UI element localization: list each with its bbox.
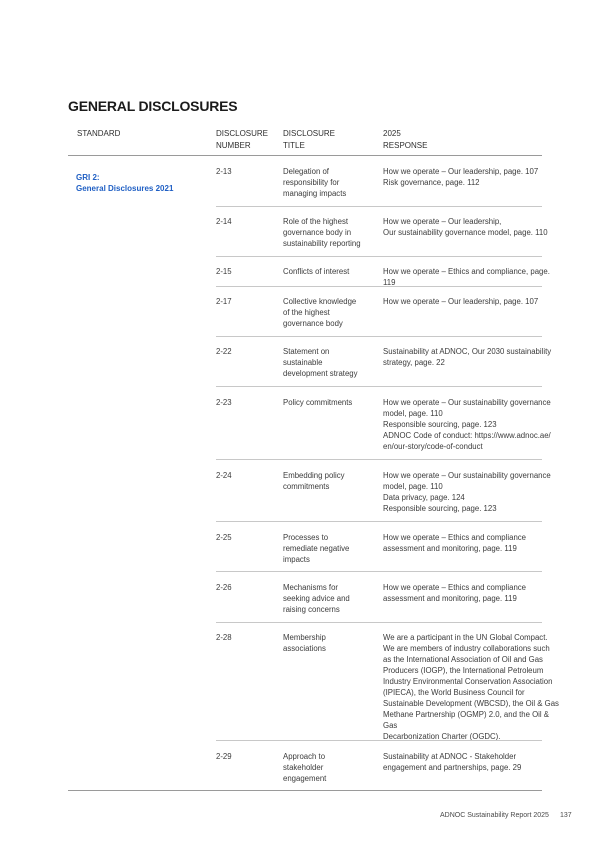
disclosure-response (383, 296, 563, 307)
row-divider (216, 336, 542, 337)
disclosure-response (383, 470, 563, 514)
disclosure-title (283, 296, 375, 329)
disclosure-number: 2-14 (216, 217, 232, 226)
disclosure-title-line: sustainability reporting (283, 239, 361, 248)
footer-page-number: 137 (560, 812, 572, 819)
disclosure-title-line: associations (283, 644, 326, 653)
disclosure-response-line: Responsible sourcing, page. 123 (383, 504, 497, 513)
disclosure-response (383, 751, 563, 773)
disclosure-title-line: engagement (283, 774, 327, 783)
header-response-year: 2025 (383, 129, 401, 138)
disclosure-response-line: strategy, page. 22 (383, 358, 445, 367)
disclosure-title (283, 751, 375, 784)
disclosure-response (383, 532, 563, 554)
header-response-label: RESPONSE (383, 141, 428, 150)
disclosure-response-line: How we operate – Ethics and compliance (383, 583, 527, 592)
disclosure-title-line: sustainable (283, 358, 323, 367)
disclosure-response-line: Decarbonization Charter (OGDC). (383, 732, 501, 741)
disclosure-response-line: We are a participant in the UN Global Compact. (383, 633, 548, 642)
disclosure-response (383, 346, 563, 368)
disclosure-title-line: Collective knowledge (283, 297, 357, 306)
disclosure-response-line: Industry Environmental Conservation Association (383, 677, 553, 686)
disclosure-title-line: Membership (283, 633, 326, 642)
disclosure-response-line: How we operate – Ethics and compliance, page. 119 (383, 267, 550, 287)
disclosure-title-line: Role of the highest (283, 217, 349, 226)
disclosure-response-line: assessment and monitoring, page. 119 (383, 544, 517, 553)
disclosure-response-line: Our sustainability governance model, page. 110 (383, 228, 548, 237)
disclosure-title (283, 470, 375, 492)
disclosure-title-line: Approach to (283, 752, 326, 761)
disclosure-response-line: Risk governance, page. 112 (383, 178, 480, 187)
disclosure-response-line: model, page. 110 (383, 482, 443, 491)
disclosure-title-line: Processes to (283, 533, 329, 542)
disclosure-title-line: managing impacts (283, 189, 347, 198)
disclosure-response-line: Producers (IOGP), the International Petroleum (383, 666, 544, 675)
header-disclosure-number-line1: DISCLOSURE (216, 129, 269, 138)
table-top-rule (68, 155, 542, 156)
disclosure-response-line: How we operate – Our leadership, page. 107 (383, 297, 539, 306)
disclosure-number: 2-23 (216, 398, 232, 407)
disclosure-title-line: Embedding policy (283, 471, 345, 480)
standard-label (76, 172, 173, 194)
disclosure-number: 2-29 (216, 752, 232, 761)
header-disclosure-number (216, 128, 268, 152)
disclosure-response-line: Responsible sourcing, page. 123 (383, 420, 497, 429)
disclosure-title-line: seeking advice and (283, 594, 350, 603)
disclosure-response (383, 632, 563, 742)
disclosure-response-line: (IPIECA), the World Business Council for (383, 688, 525, 697)
disclosure-title-line: of the highest (283, 308, 330, 317)
disclosure-title-line: commitments (283, 482, 330, 491)
disclosure-number: 2-13 (216, 167, 232, 176)
disclosure-title-line: Statement on (283, 347, 330, 356)
footer-report-name: ADNOC Sustainability Report 2025 (440, 812, 549, 819)
disclosure-title-line: Mechanisms for (283, 583, 339, 592)
disclosure-response-line: model, page. 110 (383, 409, 443, 418)
row-divider (216, 256, 542, 257)
disclosure-response-line: How we operate – Ethics and compliance (383, 533, 527, 542)
disclosure-title-line: Delegation of (283, 167, 329, 176)
disclosure-title-line: development strategy (283, 369, 358, 378)
disclosure-response-line: ADNOC Code of conduct: https://www.adnoc.ae/ (383, 431, 551, 440)
disclosure-title-line: impacts (283, 555, 310, 564)
disclosure-title-line: governance body in (283, 228, 352, 237)
disclosure-title (283, 397, 375, 408)
disclosure-number: 2-17 (216, 297, 232, 306)
disclosure-response-line: How we operate – Our sustainability governance (383, 398, 551, 407)
row-divider (216, 740, 542, 741)
disclosure-title-line: remediate negative (283, 544, 350, 553)
disclosure-number: 2-15 (216, 267, 232, 276)
disclosure-title-line: Conflicts of interest (283, 267, 350, 276)
header-disclosure-title-line2: TITLE (283, 141, 305, 150)
standard-code: GRI 2: (76, 173, 100, 182)
disclosure-title-line: responsibility for (283, 178, 340, 187)
disclosure-response-line: Methane Partnership (OGMP) 2.0, and the Oil & Gas (383, 710, 549, 730)
disclosure-title (283, 266, 375, 277)
disclosure-response-line: We are members of industry collaborations such (383, 644, 550, 653)
page-title: GENERAL DISCLOSURES (68, 98, 238, 114)
header-disclosure-number-line2: NUMBER (216, 141, 251, 150)
disclosure-response (383, 397, 563, 452)
disclosure-response-line: engagement and partnerships, page. 29 (383, 763, 522, 772)
disclosure-number: 2-25 (216, 533, 232, 542)
disclosure-number: 2-28 (216, 633, 232, 642)
disclosure-number: 2-26 (216, 583, 232, 592)
disclosure-title (283, 582, 375, 615)
row-divider (216, 571, 542, 572)
disclosure-response-line: Sustainability at ADNOC, Our 2030 sustainability (383, 347, 552, 356)
row-divider (216, 286, 542, 287)
standard-name: General Disclosures 2021 (76, 184, 174, 193)
disclosure-response (383, 266, 563, 288)
disclosure-response-line: Sustainability at ADNOC - Stakeholder (383, 752, 517, 761)
disclosure-title-line: stakeholder (283, 763, 324, 772)
disclosure-response-line: How we operate – Our sustainability governance (383, 471, 551, 480)
disclosure-response (383, 166, 563, 188)
disclosure-title (283, 632, 375, 654)
header-response (383, 128, 427, 152)
disclosure-title (283, 346, 375, 379)
table-bottom-rule (68, 790, 542, 791)
disclosure-number: 2-24 (216, 471, 232, 480)
disclosure-title-line: governance body (283, 319, 343, 328)
disclosure-response-line: How we operate – Our leadership, (383, 217, 502, 226)
disclosure-title (283, 166, 375, 199)
disclosure-response-line: How we operate – Our leadership, page. 107 (383, 167, 539, 176)
disclosure-response-line: Sustainable Development (WBCSD), the Oil & Gas (383, 699, 559, 708)
header-standard: STANDARD (77, 129, 121, 138)
row-divider (216, 459, 542, 460)
disclosure-response-line: en/our-story/code-of-conduct (383, 442, 483, 451)
header-disclosure-title (283, 128, 335, 152)
disclosure-title-line: Policy commitments (283, 398, 353, 407)
header-disclosure-title-line1: DISCLOSURE (283, 129, 336, 138)
row-divider (216, 521, 542, 522)
disclosure-response-line: assessment and monitoring, page. 119 (383, 594, 517, 603)
disclosure-response-line: Data privacy, page. 124 (383, 493, 465, 502)
disclosure-title (283, 532, 375, 565)
disclosure-title (283, 216, 375, 249)
row-divider (216, 386, 542, 387)
disclosure-number: 2-22 (216, 347, 232, 356)
row-divider (216, 206, 542, 207)
disclosure-response (383, 582, 563, 604)
disclosure-response (383, 216, 563, 238)
row-divider (216, 622, 542, 623)
disclosure-response-line: as the International Association of Oil and Gas (383, 655, 543, 664)
disclosure-title-line: raising concerns (283, 605, 340, 614)
